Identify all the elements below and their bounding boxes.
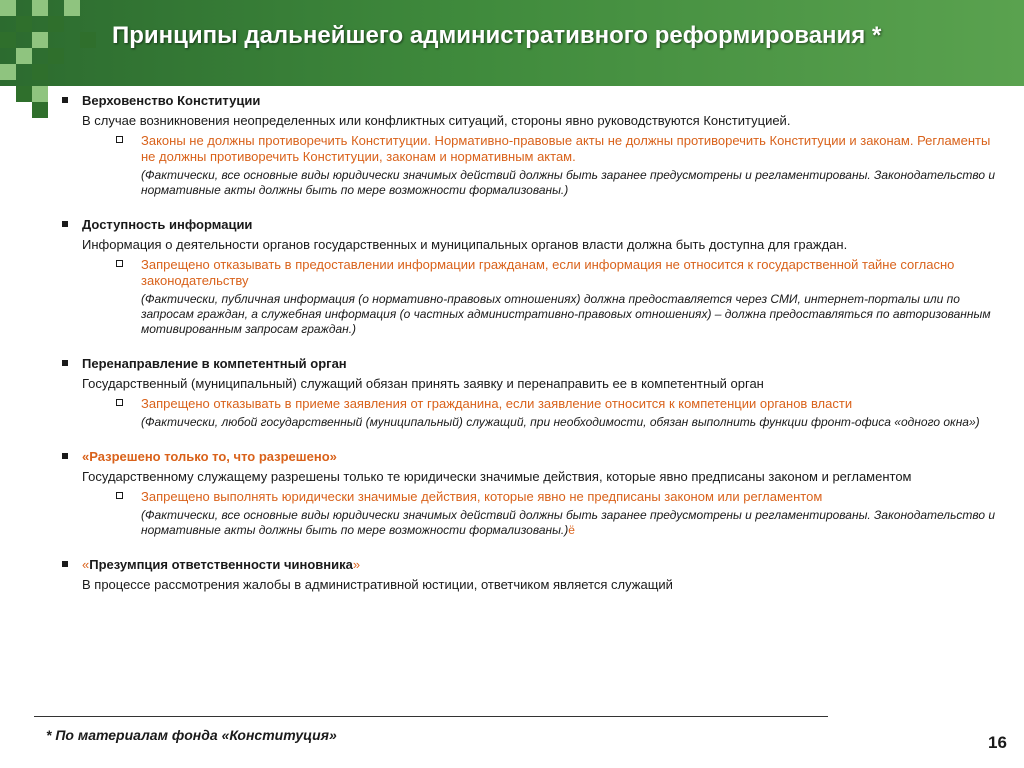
decor-square [16, 86, 32, 102]
sub-item [60, 489, 1000, 505]
sub-item-text: Запрещено выполнять юридически значимые действия, которые явно не предписаны законом или регламентом [141, 489, 823, 504]
sub-item-text: Запрещено отказывать в предоставлении информации гражданам, если информация не относится к государственной тайне согласно законодательству [141, 257, 955, 288]
section-heading [60, 448, 1000, 465]
decor-square [32, 64, 48, 80]
quote-close: » [352, 557, 361, 572]
heading-text: Презумпция ответственности чиновника [89, 557, 353, 572]
sub-item [60, 396, 1000, 412]
section-heading [60, 556, 1000, 573]
hollow-square-bullet-icon [116, 492, 123, 499]
section-heading [60, 355, 1000, 372]
square-bullet-icon [62, 97, 68, 103]
decor-square [0, 32, 16, 48]
quote-open: « [82, 557, 90, 572]
hollow-square-bullet-icon [116, 136, 123, 143]
sub-item-text: Запрещено отказывать в приеме заявления от гражданина, если заявление относится к компетенции органов власти [141, 396, 853, 411]
slide-content [60, 92, 1000, 611]
sub-item [60, 257, 1000, 289]
heading-text: Доступность информации [82, 217, 253, 232]
section-supremacy [60, 92, 1000, 198]
section-heading [60, 216, 1000, 233]
square-bullet-icon [62, 360, 68, 366]
italic-note: (Фактически, любой государственный (муниципальный) служащий, при необходимости, обязан выполнить функции фронт-офиса «одного окна») [141, 415, 980, 429]
decor-square [48, 48, 64, 64]
section-body: Государственному служащему разрешены только те юридически значимые действия, которые явно предписаны законом и регламентом [82, 469, 912, 484]
sub-item-text: Законы не должны противоречить Конституции. Нормативно-правовые акты не должны противоречить Конституции и законам. Регламенты не должны противоречить Конституции, законам и нормативным актам. [141, 133, 991, 164]
section-body: Государственный (муниципальный) служащий обязан принять заявку и перенаправить ее в компетентный орган [82, 376, 764, 391]
square-bullet-icon [62, 221, 68, 227]
hollow-square-bullet-icon [116, 260, 123, 267]
footer-divider [34, 716, 828, 717]
section-presumption [60, 556, 1000, 593]
section-body: В случае возникновения неопределенных или конфликтных ситуаций, стороны явно руководствуются Конституцией. [82, 113, 791, 128]
section-permitted-only [60, 448, 1000, 538]
italic-note: (Фактически, публичная информация (о нормативно-правовых отношениях) должна предоставляется через СМИ, интернет-порталы или по запросам граждан, а служебная информация (о частных административно-правовых отношениях) – должна предоставляться по авторизованным мотивированным запросам граждан.) [141, 292, 991, 336]
decor-square [32, 0, 48, 16]
decor-square [32, 86, 48, 102]
decor-square [32, 102, 48, 118]
italic-note: (Фактически, все основные виды юридически значимых действий должны быть заранее предусмотрены и регламентированы. Законодательство и нормативные акты должны быть по мере возможности формализованы.) [141, 168, 996, 197]
hollow-square-bullet-icon [116, 399, 123, 406]
page-number: 16 [988, 733, 1007, 752]
note-suffix: ё [568, 523, 575, 537]
decor-square [80, 32, 96, 48]
section-body: Информация о деятельности органов государственных и муниципальных органов власти должна быть доступна для граждан. [82, 237, 848, 252]
decor-square [48, 16, 64, 32]
sub-item [60, 133, 1000, 165]
italic-note [60, 508, 1000, 538]
decor-square [0, 0, 16, 16]
decor-square [64, 0, 80, 16]
heading-text: «Разрешено только то, что разрешено» [82, 449, 337, 464]
section-heading [60, 92, 1000, 109]
slide-header [0, 0, 1024, 86]
section-redirection [60, 355, 1000, 430]
square-bullet-icon [62, 561, 68, 567]
decor-square [0, 64, 16, 80]
note-text: (Фактически, все основные виды юридически значимых действий должны быть заранее предусмотрены и регламентированы. Законодательство и нормативные акты должны быть по мере возможности формализованы.) [141, 508, 996, 537]
section-body: В процессе рассмотрения жалобы в административной юстиции, ответчиком является служащий [82, 577, 673, 592]
heading-text: Перенаправление в компетентный орган [82, 356, 347, 371]
section-info-access [60, 216, 1000, 337]
decor-square [32, 32, 48, 48]
heading-text: Верховенство Конституции [82, 93, 261, 108]
footer-source-note: * По материалам фонда «Конституция» [46, 727, 337, 743]
square-bullet-icon [62, 453, 68, 459]
decor-square [16, 48, 32, 64]
decor-square [16, 16, 32, 32]
page-title: Принципы дальнейшего административного реформирования * [112, 22, 882, 49]
